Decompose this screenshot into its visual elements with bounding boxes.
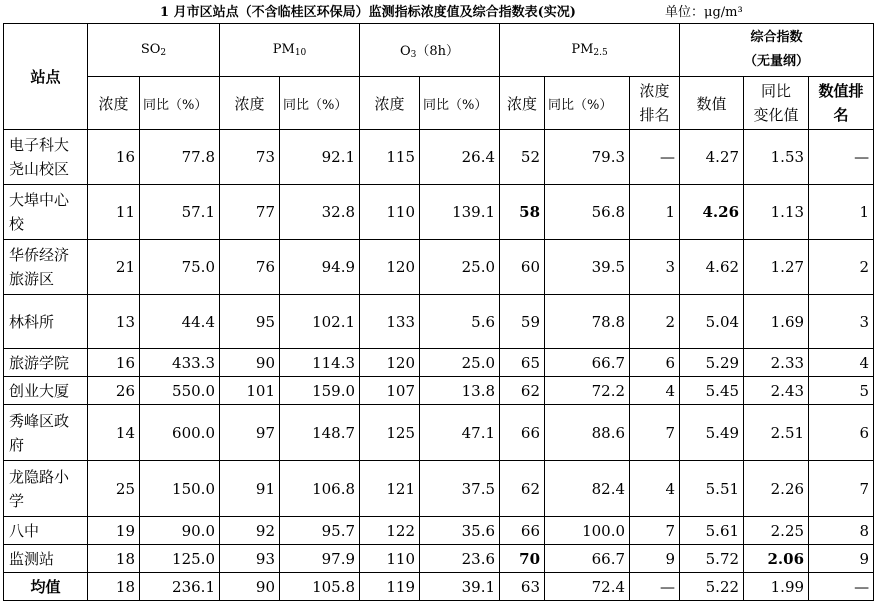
station-name: 林科所 [4,295,88,349]
pm25-yoy: 100.0 [545,517,630,545]
station-name: 华侨经济 旅游区 [4,240,88,295]
pm25-rank: 1 [630,185,680,240]
pm10-conc: 92 [220,517,280,545]
ci-yoy-change: 1.69 [744,295,809,349]
so2-conc: 13 [88,295,140,349]
ci-value-header: 数值 [680,77,744,130]
unit-label: 单位：μg/m³ [665,5,743,20]
pm10-conc: 76 [220,240,280,295]
station-name: 旅游学院 [4,349,88,377]
pm10-conc: 97 [220,405,280,461]
pm25-rank: — [630,130,680,185]
ci-value: 5.45 [680,377,744,405]
pm25-yoy: 79.3 [545,130,630,185]
so2-conc: 14 [88,405,140,461]
o3-yoy: 35.6 [420,517,500,545]
station-name: 秀峰区政 府 [4,405,88,461]
pm25-rank: 6 [630,349,680,377]
so2-conc: 16 [88,130,140,185]
ci-rank: 3 [809,295,874,349]
so2-conc: 26 [88,377,140,405]
pm25-conc: 60 [500,240,545,295]
pm25-conc: 62 [500,377,545,405]
ci-yoy-change-header: 同比 变化值 [744,77,809,130]
pm25-rank: 7 [630,517,680,545]
pm25-yoy: 72.4 [545,573,630,601]
ci-yoy-change: 2.06 [744,545,809,573]
ci-rank-header: 数值排 名 [809,77,874,130]
so2-yoy: 44.4 [140,295,220,349]
so2-yoy: 600.0 [140,405,220,461]
so2-yoy: 433.3 [140,349,220,377]
o3-conc: 121 [360,461,420,517]
ci-value: 5.49 [680,405,744,461]
pm25-yoy: 66.7 [545,545,630,573]
pm10-yoy: 92.1 [280,130,360,185]
pm10-conc: 101 [220,377,280,405]
pm10-conc: 91 [220,461,280,517]
o3-yoy: 23.6 [420,545,500,573]
pm25-rank: 2 [630,295,680,349]
pm25-yoy: 39.5 [545,240,630,295]
station-header: 站点 [4,24,88,130]
ci-rank: 1 [809,185,874,240]
pm10-yoy: 95.7 [280,517,360,545]
pm25-conc: 58 [500,185,545,240]
header-row-groups [4,24,874,77]
so2-conc: 19 [88,517,140,545]
table-title-bar [0,3,878,23]
ci-rank: 4 [809,349,874,377]
ci-yoy-change: 2.25 [744,517,809,545]
pm25-yoy-header: 同比（%） [545,77,630,130]
pm25-conc: 62 [500,461,545,517]
pm25-header: $PM_{2.5}$ [500,24,680,77]
so2-yoy: 236.1 [140,573,220,601]
pm25-conc: 59 [500,295,545,349]
ci-value: 5.61 [680,517,744,545]
o3-conc: 120 [360,240,420,295]
so2-conc: 25 [88,461,140,517]
ci-rank: 9 [809,545,874,573]
o3-yoy: 26.4 [420,130,500,185]
o3-conc: 110 [360,185,420,240]
table-row [4,461,874,517]
o3-yoy: 5.6 [420,295,500,349]
o3-header: $O_3(8h)$ [360,24,500,77]
pm25-yoy: 78.8 [545,295,630,349]
so2-conc-header: 浓度 [88,77,140,130]
ci-value: 4.62 [680,240,744,295]
ci-yoy-change: 2.26 [744,461,809,517]
table-row [4,240,874,295]
so2-conc: 21 [88,240,140,295]
pm25-yoy: 72.2 [545,377,630,405]
pm25-conc: 63 [500,573,545,601]
pm10-yoy: 105.8 [280,573,360,601]
station-name: 电子科大 尧山校区 [4,130,88,185]
ci-rank: — [809,130,874,185]
air-quality-table [3,23,874,601]
ci-rank: 8 [809,517,874,545]
ci-rank: 6 [809,405,874,461]
ci-yoy-change: 2.33 [744,349,809,377]
o3-yoy: 139.1 [420,185,500,240]
ci-yoy-change: 1.99 [744,573,809,601]
pm25-conc: 52 [500,130,545,185]
pm10-yoy: 94.9 [280,240,360,295]
pm25-rank: 4 [630,461,680,517]
ci-rank: 5 [809,377,874,405]
pm25-yoy: 88.6 [545,405,630,461]
station-name: 监测站 [4,545,88,573]
pm25-rank-header: 浓度 排名 [630,77,680,130]
o3-yoy: 37.5 [420,461,500,517]
pm10-conc: 90 [220,349,280,377]
so2-conc: 18 [88,545,140,573]
station-name: 大埠中心 校 [4,185,88,240]
ci-value: 5.29 [680,349,744,377]
so2-yoy: 90.0 [140,517,220,545]
table-row [4,295,874,349]
pm10-conc: 93 [220,545,280,573]
so2-conc: 11 [88,185,140,240]
pm25-rank: 3 [630,240,680,295]
ci-rank: 2 [809,240,874,295]
pm25-rank: — [630,573,680,601]
ci-value: 4.27 [680,130,744,185]
so2-yoy: 150.0 [140,461,220,517]
ci-yoy-change: 1.53 [744,130,809,185]
ci-value: 5.51 [680,461,744,517]
o3-conc: 107 [360,377,420,405]
pm25-rank: 4 [630,377,680,405]
pm10-yoy-header: 同比（%） [280,77,360,130]
o3-conc: 115 [360,130,420,185]
header-row-fields [4,77,874,130]
ci-value: 4.26 [680,185,744,240]
so2-yoy: 57.1 [140,185,220,240]
so2-yoy: 550.0 [140,377,220,405]
station-name: 八中 [4,517,88,545]
ci-yoy-change: 1.13 [744,185,809,240]
o3-conc: 119 [360,573,420,601]
ci-value: 5.22 [680,573,744,601]
table-row [4,405,874,461]
ci-yoy-change: 2.43 [744,377,809,405]
table-row [4,349,874,377]
ci-value: 5.04 [680,295,744,349]
pm10-yoy: 106.8 [280,461,360,517]
o3-conc: 125 [360,405,420,461]
pm10-conc: 77 [220,185,280,240]
o3-yoy: 47.1 [420,405,500,461]
pm10-yoy: 159.0 [280,377,360,405]
so2-conc: 18 [88,573,140,601]
pm10-yoy: 114.3 [280,349,360,377]
pm10-conc: 90 [220,573,280,601]
table-row [4,517,874,545]
ci-yoy-change: 2.51 [744,405,809,461]
o3-conc: 120 [360,349,420,377]
so2-conc: 16 [88,349,140,377]
pm25-yoy: 66.7 [545,349,630,377]
o3-yoy: 25.0 [420,349,500,377]
pm10-yoy: 97.9 [280,545,360,573]
so2-yoy: 75.0 [140,240,220,295]
pm25-conc: 66 [500,405,545,461]
table-row [4,185,874,240]
pm10-yoy: 102.1 [280,295,360,349]
ci-yoy-change: 1.27 [744,240,809,295]
table-row [4,545,874,573]
ci-rank: 7 [809,461,874,517]
o3-yoy: 25.0 [420,240,500,295]
o3-conc: 133 [360,295,420,349]
table-row-average [4,573,874,601]
so2-header: $SO_2$ [88,24,220,77]
pm25-conc: 70 [500,545,545,573]
station-name: 龙隐路小 学 [4,461,88,517]
so2-yoy: 125.0 [140,545,220,573]
pm10-header: $PM_{10}$ [220,24,360,77]
pm25-rank: 9 [630,545,680,573]
pm25-yoy: 82.4 [545,461,630,517]
composite-index-header: 综合指数 （无量纲） [680,24,874,77]
pm10-conc-header: 浓度 [220,77,280,130]
o3-conc-header: 浓度 [360,77,420,130]
so2-yoy-header: 同比（%） [140,77,220,130]
pm25-conc: 66 [500,517,545,545]
ci-value: 5.72 [680,545,744,573]
o3-conc: 110 [360,545,420,573]
o3-yoy: 13.8 [420,377,500,405]
pm10-yoy: 32.8 [280,185,360,240]
o3-conc: 122 [360,517,420,545]
pm10-yoy: 148.7 [280,405,360,461]
table-title: 1 月市区站点（不含临桂区环保局）监测指标浓度值及综合指数表(实况) [160,5,576,20]
pm25-conc-header: 浓度 [500,77,545,130]
table-row [4,130,874,185]
station-name: 均值 [4,573,88,601]
pm10-conc: 95 [220,295,280,349]
pm25-rank: 7 [630,405,680,461]
o3-yoy-header: 同比（%） [420,77,500,130]
pm25-yoy: 56.8 [545,185,630,240]
so2-yoy: 77.8 [140,130,220,185]
pm10-conc: 73 [220,130,280,185]
pm25-conc: 65 [500,349,545,377]
o3-yoy: 39.1 [420,573,500,601]
ci-rank: — [809,573,874,601]
table-row [4,377,874,405]
station-name: 创业大厦 [4,377,88,405]
